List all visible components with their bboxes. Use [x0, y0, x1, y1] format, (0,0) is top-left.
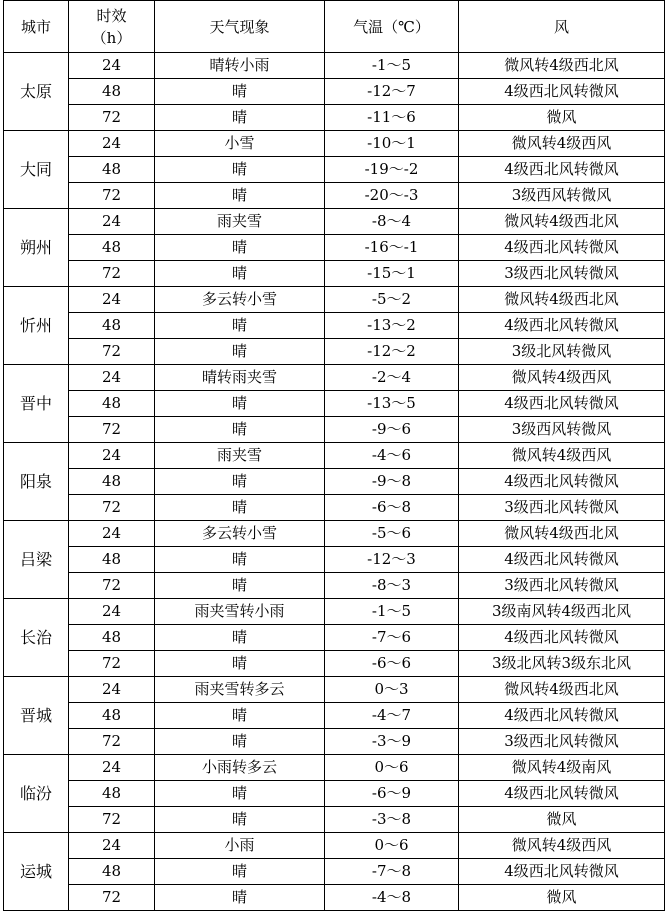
table-row — [4, 833, 665, 859]
city-name: 晋城 — [4, 677, 69, 755]
wind-cell: 4级西北风转微风 — [459, 469, 665, 495]
table-row — [4, 807, 665, 833]
wind-cell: 4级西北风转微风 — [459, 391, 665, 417]
hours-cell: 48 — [69, 391, 155, 417]
header-wind: 风 — [459, 1, 665, 53]
wind-cell: 微风转4级西风 — [459, 443, 665, 469]
weather-cell: 晴转小雨 — [155, 53, 325, 79]
temp-cell: -7～8 — [325, 859, 459, 885]
weather-cell: 晴 — [155, 79, 325, 105]
wind-cell: 4级西北风转微风 — [459, 781, 665, 807]
weather-cell: 多云转小雪 — [155, 521, 325, 547]
city-name: 忻州 — [4, 287, 69, 365]
hours-cell: 24 — [69, 365, 155, 391]
wind-cell: 3级西北风转微风 — [459, 261, 665, 287]
wind-cell: 4级西北风转微风 — [459, 703, 665, 729]
hours-cell: 24 — [69, 443, 155, 469]
wind-cell: 3级西北风转微风 — [459, 729, 665, 755]
table-row — [4, 417, 665, 443]
temp-cell: -11～6 — [325, 105, 459, 131]
temp-cell: -3～8 — [325, 807, 459, 833]
temp-cell: -1～5 — [325, 53, 459, 79]
hours-cell: 72 — [69, 105, 155, 131]
hours-cell: 72 — [69, 417, 155, 443]
table-row — [4, 755, 665, 781]
table-row — [4, 443, 665, 469]
table-row — [4, 703, 665, 729]
temp-cell: -4～8 — [325, 885, 459, 911]
city-name: 朔州 — [4, 209, 69, 287]
wind-cell: 3级西北风转微风 — [459, 495, 665, 521]
wind-cell: 3级北风转3级东北风 — [459, 651, 665, 677]
weather-cell: 晴 — [155, 261, 325, 287]
hours-cell: 48 — [69, 859, 155, 885]
table-row — [4, 573, 665, 599]
table-row — [4, 183, 665, 209]
table-row — [4, 391, 665, 417]
temp-cell: -2～4 — [325, 365, 459, 391]
table-row — [4, 521, 665, 547]
weather-cell: 晴 — [155, 547, 325, 573]
weather-cell: 雨夹雪转小雨 — [155, 599, 325, 625]
header-weather: 天气现象 — [155, 1, 325, 53]
hours-cell: 24 — [69, 209, 155, 235]
weather-cell: 晴 — [155, 703, 325, 729]
hours-cell: 48 — [69, 79, 155, 105]
header-city: 城市 — [4, 1, 69, 53]
hours-cell: 72 — [69, 261, 155, 287]
hours-cell: 72 — [69, 729, 155, 755]
hours-cell: 24 — [69, 677, 155, 703]
temp-cell: -4～6 — [325, 443, 459, 469]
wind-cell: 3级西风转微风 — [459, 183, 665, 209]
hours-cell: 48 — [69, 313, 155, 339]
table-row — [4, 625, 665, 651]
temp-cell: -15～1 — [325, 261, 459, 287]
hours-cell: 72 — [69, 183, 155, 209]
table-row — [4, 859, 665, 885]
hours-cell: 48 — [69, 625, 155, 651]
city-name: 吕梁 — [4, 521, 69, 599]
header-row — [4, 1, 665, 53]
hours-cell: 24 — [69, 521, 155, 547]
weather-cell: 晴 — [155, 807, 325, 833]
header-temp: 气温（℃） — [325, 1, 459, 53]
wind-cell: 微风转4级西风 — [459, 833, 665, 859]
table-row — [4, 235, 665, 261]
temp-cell: 0～6 — [325, 833, 459, 859]
wind-cell: 3级南风转4级西北风 — [459, 599, 665, 625]
temp-cell: -12～7 — [325, 79, 459, 105]
weather-cell: 晴 — [155, 391, 325, 417]
hours-cell: 72 — [69, 573, 155, 599]
wind-cell: 微风转4级南风 — [459, 755, 665, 781]
wind-cell: 微风转4级西北风 — [459, 53, 665, 79]
temp-cell: -5～2 — [325, 287, 459, 313]
hours-cell: 72 — [69, 339, 155, 365]
weather-cell: 晴 — [155, 651, 325, 677]
weather-cell: 晴 — [155, 729, 325, 755]
weather-cell: 多云转小雪 — [155, 287, 325, 313]
wind-cell: 4级西北风转微风 — [459, 859, 665, 885]
wind-cell: 微风 — [459, 105, 665, 131]
table-row — [4, 677, 665, 703]
temp-cell: -7～6 — [325, 625, 459, 651]
city-name: 运城 — [4, 833, 69, 911]
weather-cell: 小雨转多云 — [155, 755, 325, 781]
table-row — [4, 287, 665, 313]
hours-cell: 48 — [69, 547, 155, 573]
weather-cell: 晴 — [155, 417, 325, 443]
temp-cell: -4～7 — [325, 703, 459, 729]
hours-cell: 48 — [69, 235, 155, 261]
hours-cell: 72 — [69, 651, 155, 677]
table-row — [4, 651, 665, 677]
weather-cell: 雨夹雪 — [155, 209, 325, 235]
wind-cell: 微风转4级西北风 — [459, 287, 665, 313]
hours-cell: 24 — [69, 287, 155, 313]
hours-cell: 72 — [69, 495, 155, 521]
table-row — [4, 105, 665, 131]
temp-cell: 0～3 — [325, 677, 459, 703]
weather-cell: 晴 — [155, 157, 325, 183]
weather-cell: 晴 — [155, 859, 325, 885]
city-name: 阳泉 — [4, 443, 69, 521]
weather-cell: 小雪 — [155, 131, 325, 157]
hours-cell: 48 — [69, 469, 155, 495]
temp-cell: -8～4 — [325, 209, 459, 235]
weather-cell: 晴 — [155, 495, 325, 521]
weather-cell: 雨夹雪转多云 — [155, 677, 325, 703]
wind-cell: 微风转4级西北风 — [459, 209, 665, 235]
table-row — [4, 209, 665, 235]
table-row — [4, 885, 665, 911]
weather-cell: 雨夹雪 — [155, 443, 325, 469]
temp-cell: -13～2 — [325, 313, 459, 339]
temp-cell: -9～6 — [325, 417, 459, 443]
wind-cell: 微风转4级西风 — [459, 365, 665, 391]
wind-cell: 微风 — [459, 885, 665, 911]
table-row — [4, 547, 665, 573]
temp-cell: -5～6 — [325, 521, 459, 547]
table-row — [4, 729, 665, 755]
hours-cell: 24 — [69, 53, 155, 79]
city-name: 太原 — [4, 53, 69, 131]
weather-cell: 晴 — [155, 183, 325, 209]
hours-cell: 48 — [69, 781, 155, 807]
table-row — [4, 339, 665, 365]
temp-cell: -8～3 — [325, 573, 459, 599]
wind-cell: 微风 — [459, 807, 665, 833]
hours-cell: 24 — [69, 755, 155, 781]
city-name: 晋中 — [4, 365, 69, 443]
temp-cell: -6～9 — [325, 781, 459, 807]
weather-cell: 晴 — [155, 339, 325, 365]
temp-cell: -9～8 — [325, 469, 459, 495]
table-row — [4, 131, 665, 157]
wind-cell: 微风转4级西北风 — [459, 677, 665, 703]
table-row — [4, 781, 665, 807]
wind-cell: 4级西北风转微风 — [459, 313, 665, 339]
hours-cell: 24 — [69, 599, 155, 625]
table-row — [4, 469, 665, 495]
weather-cell: 晴 — [155, 885, 325, 911]
weather-cell: 晴 — [155, 781, 325, 807]
weather-cell: 晴 — [155, 105, 325, 131]
weather-cell: 小雨 — [155, 833, 325, 859]
header-hours-line2: （h） — [91, 28, 132, 47]
temp-cell: -12～2 — [325, 339, 459, 365]
weather-cell: 晴 — [155, 469, 325, 495]
temp-cell: -16～-1 — [325, 235, 459, 261]
temp-cell: -12～3 — [325, 547, 459, 573]
wind-cell: 4级西北风转微风 — [459, 625, 665, 651]
city-name: 临汾 — [4, 755, 69, 833]
wind-cell: 4级西北风转微风 — [459, 79, 665, 105]
wind-cell: 微风转4级西北风 — [459, 521, 665, 547]
temp-cell: -20～-3 — [325, 183, 459, 209]
hours-cell: 24 — [69, 833, 155, 859]
weather-cell: 晴 — [155, 625, 325, 651]
hours-cell: 48 — [69, 703, 155, 729]
header-hours — [69, 1, 155, 53]
temp-cell: -3～9 — [325, 729, 459, 755]
hours-cell: 72 — [69, 807, 155, 833]
weather-cell: 晴 — [155, 235, 325, 261]
table-row — [4, 365, 665, 391]
temp-cell: -10～1 — [325, 131, 459, 157]
temp-cell: -1～5 — [325, 599, 459, 625]
wind-cell: 3级西风转微风 — [459, 417, 665, 443]
table-row — [4, 313, 665, 339]
wind-cell: 4级西北风转微风 — [459, 547, 665, 573]
wind-cell: 4级西北风转微风 — [459, 235, 665, 261]
wind-cell: 3级西北风转微风 — [459, 573, 665, 599]
table-body — [4, 53, 665, 911]
temp-cell: -19～-2 — [325, 157, 459, 183]
table-row — [4, 79, 665, 105]
wind-cell: 微风转4级西风 — [459, 131, 665, 157]
wind-cell: 4级西北风转微风 — [459, 157, 665, 183]
table-row — [4, 599, 665, 625]
temp-cell: -13～5 — [325, 391, 459, 417]
header-hours-line1: 时效 — [96, 6, 127, 25]
city-name: 大同 — [4, 131, 69, 209]
hours-cell: 24 — [69, 131, 155, 157]
weather-cell: 晴转雨夹雪 — [155, 365, 325, 391]
table-row — [4, 53, 665, 79]
hours-cell: 72 — [69, 885, 155, 911]
temp-cell: -6～8 — [325, 495, 459, 521]
table-row — [4, 261, 665, 287]
wind-cell: 3级北风转微风 — [459, 339, 665, 365]
forecast-table — [3, 0, 665, 911]
weather-cell: 晴 — [155, 313, 325, 339]
temp-cell: -6～6 — [325, 651, 459, 677]
table-row — [4, 495, 665, 521]
city-name: 长治 — [4, 599, 69, 677]
weather-cell: 晴 — [155, 573, 325, 599]
temp-cell: 0～6 — [325, 755, 459, 781]
table-row — [4, 157, 665, 183]
hours-cell: 48 — [69, 157, 155, 183]
